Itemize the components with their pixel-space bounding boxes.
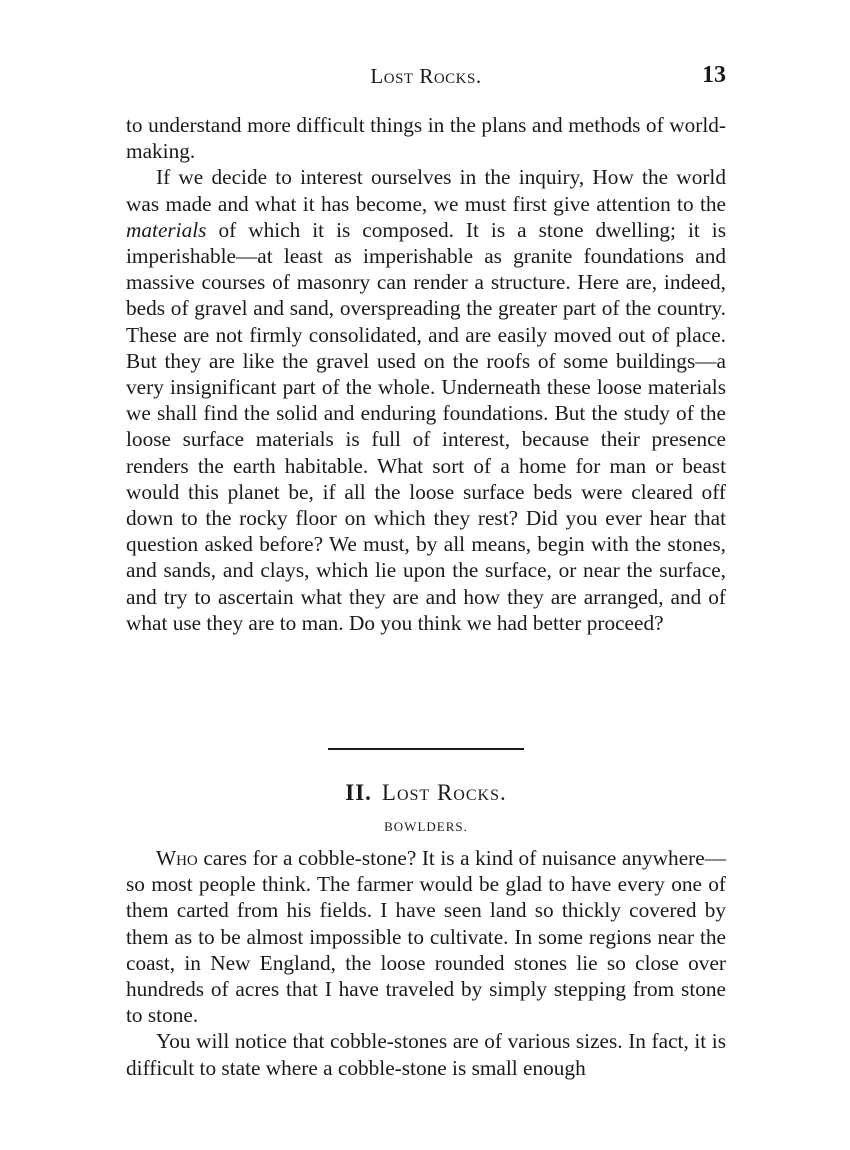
paragraph-text: If we decide to interest ourselves in the inquiry, How the world was made and what it has become, we must first give attention to the [126,165,726,216]
section-continuation [126,112,726,636]
paragraph [126,164,726,636]
section-divider [328,748,524,750]
chapter-subheading: BOWLDERS. [384,819,468,834]
running-head [126,62,726,92]
paragraph-text: of which it is composed. It is a stone dwelling; it is imperishable—at least as imperishable as granite foundations and massive courses of masonry can render a structure. Here are, indeed, beds of gravel and sand, overspreading the greater part of the country. These are not firmly consolidated, and are easily moved out of place. But they are like the gravel used on the roofs of some buildings—a very insignificant part of the whole. Underneath these loose materials we shall find the solid and enduring foundations. But the study of the loose surface materials is full of interest, because their presence renders the earth habitable. What sort of a home for man or beast would this planet be, if all the loose surface beds were cleared off down to the rocky floor on which they rest? Did you ever hear that question asked before? We must, by all means, begin with the stones, and sands, and clays, which lie upon the surface, or near the surface, and try to ascertain what they are and how they are arranged, and of what use they are to man. Do you think we had better proceed? [126,217,726,635]
paragraph-text: cares for a cobble-stone? It is a kind of nuisance anywhere—so most people think. The farmer would be glad to have every one of them carted from his fields. I have seen land so thickly covered by them as to be almost impossible to cultivate. In some regions near the coast, in New England, the loose rounded stones lie so close over hundreds of acres that I have traveled by simply stepping from stone to stone. [126,846,726,1028]
page-number: 13 [702,62,726,88]
chapter-number: II. [345,780,372,805]
chapter-heading [126,780,726,806]
lead-word: Who [156,846,198,870]
italic-term: materials [126,217,207,242]
chapter-body [126,845,726,1081]
paragraph: to understand more difficult things in the plans and methods of world-making. [126,113,726,164]
chapter-title: Lost Rocks. [381,780,507,805]
paragraph [126,845,726,1028]
running-title: Lost Rocks. [370,64,482,88]
paragraph: You will notice that cobble-stones are of various sizes. In fact, it is difficult to state where a cobble-stone is small enough [126,1029,726,1080]
